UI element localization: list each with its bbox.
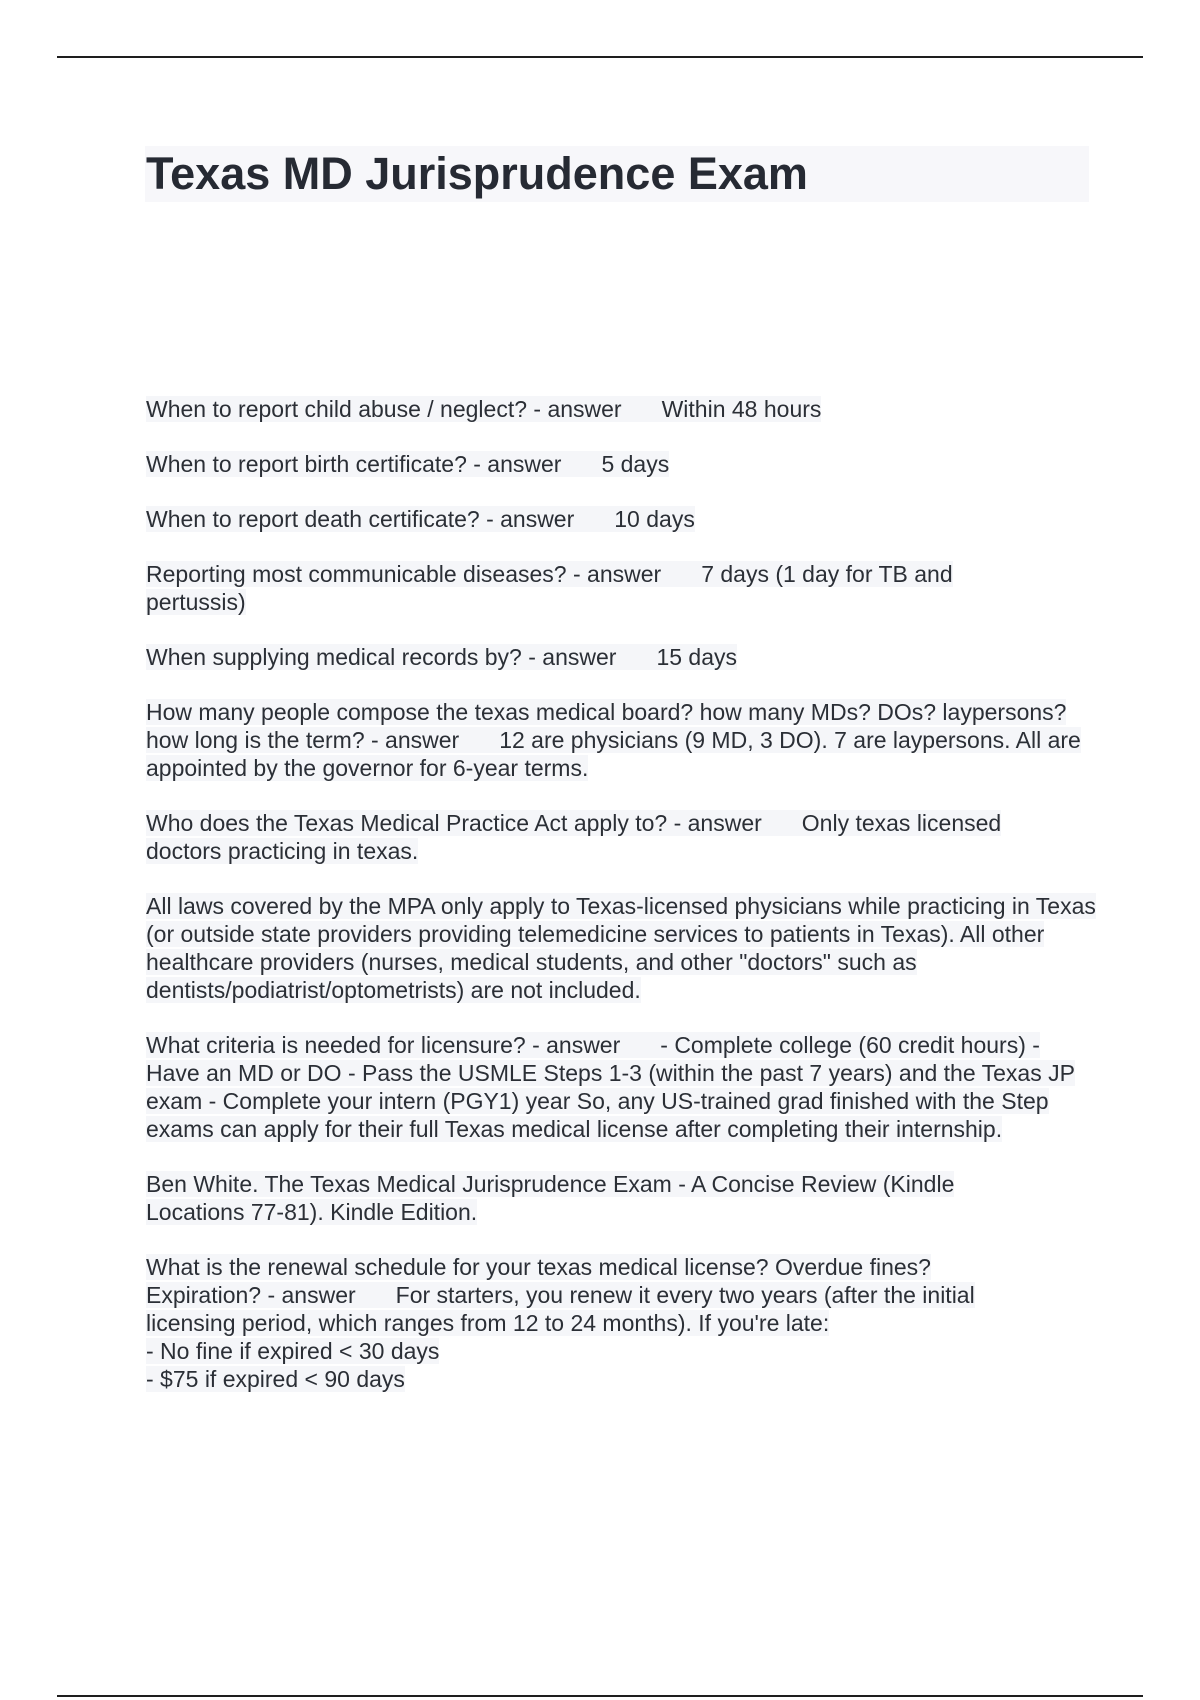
answer-text: - Complete college (60 credit hours) - Have an MD or DO - Pass the USMLE Steps 1-3 (within the past 7 years) and the Texas JP exam - Complete your intern (PGY1) year So, any US-trained grad finished with the Step exams can apply for their full Texas medical license after completing their internship. (146, 1032, 1075, 1142)
question-text: How many people compose the texas medical board? how many MDs? DOs? laypersons? how long is the term? - answer (146, 699, 1067, 753)
qa-list (146, 395, 1096, 1420)
answer-text: 15 days (656, 644, 737, 670)
answer-text: For starters, you renew it every two years (after the initial licensing period, which ranges from 12 to 24 months). If you're late: (146, 1282, 975, 1336)
document-title: Texas MD Jurisprudence Exam (146, 148, 808, 199)
qa-entry-licensure-criteria (146, 1031, 1096, 1143)
qa-entry-child-abuse (146, 395, 1096, 423)
question-text: What criteria is needed for licensure? - answer (146, 1032, 621, 1058)
qa-entry-practice-act (146, 809, 1066, 865)
mpa-note (146, 892, 1096, 1004)
answer-text: 5 days (601, 451, 670, 477)
bullet-no-fine: - No fine if expired < 30 days (146, 1338, 440, 1364)
qa-entry-medical-board (146, 698, 1086, 782)
question-text: When to report birth certificate? - answer (146, 451, 562, 477)
qa-entry-renewal-schedule (146, 1253, 1046, 1393)
question-text: When to report death certificate? - answer (146, 506, 575, 532)
answer-text: 7 days (1 day for TB and pertussis) (146, 561, 953, 615)
citation (146, 1170, 1026, 1226)
qa-entry-communicable-diseases (146, 560, 1006, 616)
answer-text: 10 days (614, 506, 695, 532)
question-text: When to report child abuse / neglect? - answer (146, 396, 622, 422)
question-text: Who does the Texas Medical Practice Act apply to? - answer (146, 810, 762, 836)
bottom-rule (57, 1695, 1143, 1697)
answer-text: Only texas licensed doctors practicing in texas. (146, 810, 1002, 864)
mpa-note-text: All laws covered by the MPA only apply to Texas-licensed physicians while practicing in Texas (or outside state providers providing telemedicine services to patients in Texas). All other healthcare providers (nurses, medical students, and other "doctors" such as dentists/podiatrist/optometrists) are not included. (146, 893, 1096, 1003)
question-text: Reporting most communicable diseases? - answer (146, 561, 662, 587)
top-rule (57, 56, 1143, 58)
question-text: When supplying medical records by? - answer (146, 644, 617, 670)
answer-text: 12 are physicians (9 MD, 3 DO). 7 are laypersons. All are appointed by the governor for 6-year terms. (146, 727, 1081, 781)
qa-entry-birth-certificate (146, 450, 1096, 478)
citation-text: Ben White. The Texas Medical Jurisprudence Exam - A Concise Review (Kindle Locations 77-81). Kindle Edition. (146, 1171, 955, 1225)
question-text: What is the renewal schedule for your texas medical license? Overdue fines? Expiration? - answer (146, 1254, 931, 1308)
qa-entry-death-certificate (146, 505, 1096, 533)
answer-text: Within 48 hours (661, 396, 822, 422)
qa-entry-medical-records (146, 643, 1096, 671)
bullet-75-fine: - $75 if expired < 90 days (146, 1366, 405, 1392)
